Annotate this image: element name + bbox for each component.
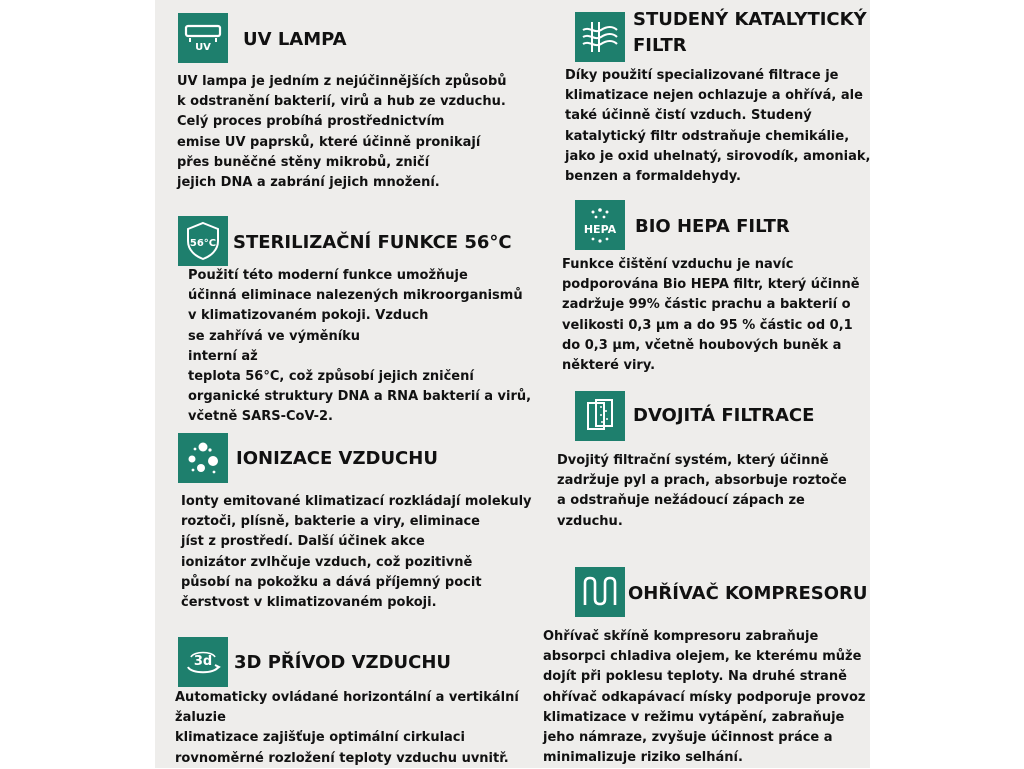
double-filter-title: DVOJITÁ FILTRACE: [633, 405, 815, 426]
uv-lamp-line: jejich DNA a zabrání jejich množení.: [177, 175, 440, 191]
heater-line: ohřívač odkapávací mísky podporuje provoz: [543, 689, 866, 705]
uv-lamp-line: k odstranění bakterií, virů a hub ze vzduchu.: [177, 94, 506, 110]
heater-description: [543, 627, 865, 768]
heater-line: absorpci chladiva olejem, ke kterému může: [543, 649, 862, 665]
sterilization-line: včetně SARS-CoV-2.: [188, 409, 333, 425]
catalytic-line: benzen a formaldehydy.: [565, 169, 741, 185]
ionization-line: čerstvost v klimatizovaném pokoji.: [181, 595, 437, 611]
catalytic-line: také účinně čistí vzduch. Studený: [565, 108, 812, 124]
hepa-icon-text: HEPA: [583, 223, 617, 236]
hepa-line: zadržuje 99% částic prachu a bakterií o: [562, 297, 851, 313]
uv-icon-text: UV: [195, 42, 211, 53]
catalytic-line: Díky použití specializované filtrace je: [565, 68, 839, 83]
shield-56c-icon: [178, 216, 228, 266]
hepa-line: Funkce čištění vzduchu je navíc: [562, 257, 794, 272]
heater-title: OHŘÍVAČ KOMPRESORU: [628, 583, 868, 604]
3d-airflow-line: Automaticky ovládané horizontální a vertikální: [175, 690, 519, 705]
heater-line: jeho námraze, zvyšuje účinnost práce a: [543, 730, 833, 746]
hepa-title: BIO HEPA FILTR: [635, 216, 790, 237]
sterilization-title: STERILIZAČNÍ FUNKCE 56°C: [233, 232, 512, 253]
3d-airflow-title: 3D PŘÍVOD VZDUCHU: [234, 652, 452, 673]
double-filter-line: zadržuje pyl a prach, absorbuje roztoče: [557, 473, 847, 489]
ionization-description: [181, 492, 532, 613]
catalytic-title-line: FILTR: [633, 35, 687, 56]
ionization-title: IONIZACE VZDUCHU: [236, 448, 438, 469]
sterilization-line: se zahřívá ve výměníku: [188, 328, 361, 344]
heater-line: dojít při poklesu teploty. Na druhé straně: [543, 669, 847, 685]
catalytic-line: katalytický filtr odstraňuje chemikálie,: [565, 128, 850, 144]
3d-airflow-line: žaluzie: [175, 710, 226, 726]
double-filter-line: vzduchu.: [557, 513, 623, 529]
sterilization-line: organické struktury DNA a RNA bakterií a virů,: [188, 389, 532, 405]
uv-lamp-description: [177, 72, 507, 193]
3d-airflow-description: [175, 688, 519, 769]
ionization-icon: [178, 433, 228, 483]
heater-line: minimalizuje riziko selhání.: [543, 750, 743, 766]
double-filter-description: [557, 451, 847, 532]
sterilization-line: Použití této moderní funkce umožňuje: [188, 268, 468, 283]
uv-lamp-line: UV lampa je jedním z nejúčinnějších způsobů: [177, 74, 507, 89]
catalytic-filter-description: [565, 66, 870, 187]
hepa-icon: [575, 200, 625, 250]
ionization-line: ionizátor zvlhčuje vzduch, což pozitivně: [181, 554, 473, 570]
sterilization-description: [188, 266, 531, 428]
catalytic-filter-icon: [575, 12, 625, 62]
hepa-line: některé viry.: [562, 358, 656, 374]
3d-airflow-line: rovnoměrné rozložení teploty vzduchu uvnitř.: [175, 750, 509, 766]
3d-icon-text: 3d: [193, 654, 213, 669]
ionization-line: Ionty emitované klimatizací rozkládají molekuly: [181, 494, 532, 509]
ionization-line: jíst z prostředí. Další účinek akce: [181, 534, 425, 550]
hepa-line: do 0,3 µm, včetně houbových buněk a: [562, 337, 842, 353]
uv-lamp-icon: [178, 13, 228, 63]
heater-line: Ohřívač skříně kompresoru zabraňuje: [543, 629, 819, 644]
catalytic-line: jako je oxid uhelnatý, sirovodík, amoniak,: [565, 148, 871, 164]
sterilization-line: v klimatizovaném pokoji. Vzduch: [188, 308, 429, 324]
sterilization-line: účinná eliminace nalezených mikroorganismů: [188, 288, 523, 304]
ionization-line: působí na pokožku a dává příjemný pocit: [181, 574, 482, 590]
hepa-line: podporována Bio HEPA filtr, který účinně: [562, 277, 860, 293]
double-filter-line: a odstraňuje nežádoucí zápach ze: [557, 493, 805, 509]
catalytic-filter-title: [633, 7, 867, 59]
catalytic-line: klimatizace nejen ochlazuje a ohřívá, ale: [565, 88, 863, 104]
3d-airflow-icon: [178, 637, 228, 687]
3d-airflow-line: klimatizace zajišťuje optimální cirkulaci: [175, 730, 465, 746]
catalytic-title-line: STUDENÝ KATALYTICKÝ: [633, 9, 867, 30]
sterilization-line: teplota 56°C, což způsobí jejich zničení: [188, 369, 474, 385]
ionization-line: roztoči, plísně, bakterie a viry, eliminace: [181, 514, 480, 530]
shield-icon-text: 56°C: [189, 238, 217, 249]
uv-lamp-line: Celý proces probíhá prostřednictvím: [177, 114, 445, 130]
uv-lamp-title: UV LAMPA: [243, 29, 347, 50]
uv-lamp-line: emise UV paprsků, které účinně pronikají: [177, 134, 481, 150]
heater-icon: [575, 567, 625, 617]
heater-line: klimatizace v režimu vytápění, zabraňuje: [543, 709, 845, 725]
double-filter-icon: [575, 391, 625, 441]
sterilization-line: interní až: [188, 348, 258, 364]
hepa-description: [562, 255, 860, 376]
hepa-line: velikosti 0,3 µm a do 95 % částic od 0,1: [562, 317, 853, 333]
double-filter-line: Dvojitý filtrační systém, který účinně: [557, 453, 829, 468]
uv-lamp-line: přes buněčné stěny mikrobů, zničí: [177, 154, 430, 170]
